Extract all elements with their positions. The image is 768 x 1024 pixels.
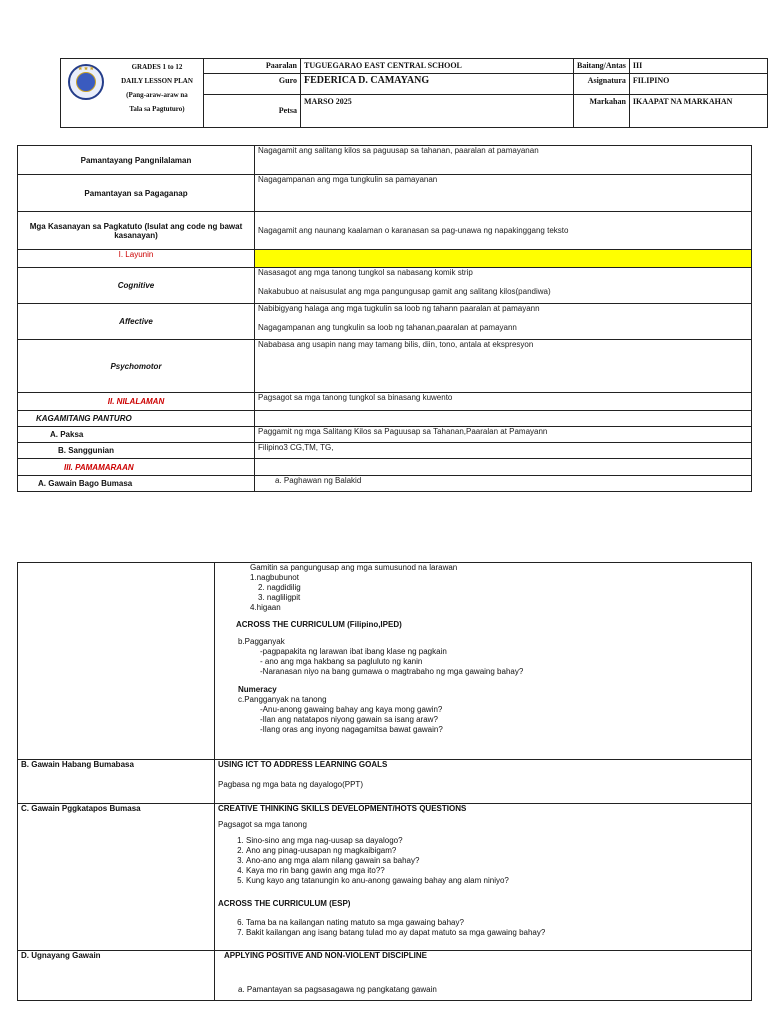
title-line-4: Tala sa Pagtuturo) bbox=[129, 105, 185, 113]
discipline-item: a. Pamantayan sa pagsasagawa ng pangkatang gawain bbox=[238, 985, 437, 994]
sanggunian-label: B. Sanggunian bbox=[18, 443, 255, 459]
paaralan-value: TUGUEGARAO EAST CENTRAL SCHOOL bbox=[301, 59, 574, 74]
discipline-heading: APPLYING POSITIVE AND NON-VIOLENT DISCIPLINE bbox=[224, 951, 427, 960]
asignatura-value: FILIPINO bbox=[629, 74, 767, 94]
markahan-value: IKAAPAT NA MARKAHAN bbox=[629, 94, 767, 127]
sanggunian-value: Filipino3 CG,TM, TG, bbox=[255, 443, 752, 459]
guro-value: FEDERICA D. CAMAYANG bbox=[301, 74, 574, 94]
gamitin-instruction: Gamitin sa pangungusap ang mga sumusunod na larawan bbox=[250, 563, 458, 572]
hots-question: 5. Kung kayo ang tatanungin ko anu-anong gawaing bahay ang alam niniyo? bbox=[246, 876, 751, 886]
cognitive-objective-2: Nakabubuo at naisusulat ang mga pangungusap gamit ang salitang kilos(pandiwa) bbox=[258, 287, 551, 296]
numeracy-heading: Numeracy bbox=[238, 685, 277, 694]
paaralan-label: Paaralan bbox=[204, 59, 301, 74]
hots-question: 4. Kaya mo rin bang gawin ang mga ito?? bbox=[246, 866, 751, 876]
gawain-b-value bbox=[215, 760, 752, 804]
affective-objective-1: Nabibigyang halaga ang mga tugkulin sa loob ng tahann paaralan at pamayann bbox=[258, 304, 540, 313]
psychomotor-value: Nababasa ang usapin nang may tamang bilis, diin, tono, antala at ekspresyon bbox=[255, 340, 752, 393]
pangnilalaman-label: Pamantayang Pangnilalaman bbox=[18, 146, 255, 175]
paksa-value: Paggamit ng mga Salitang Kilos sa Paguusap sa Tahanan,Paaralan at Pamayann bbox=[255, 427, 752, 443]
plan-title bbox=[111, 59, 204, 128]
nilalaman-value: Pagsagot sa mga tanong tungkol sa binasang kuwento bbox=[255, 393, 752, 411]
pangganyak-item-2: -Ilan ang natatapos niyong gawain sa isang araw? bbox=[260, 715, 438, 724]
pangnilalaman-value: Nagagamit ang salitang kilos sa paguusap sa tahanan, paaralan at pamayanan bbox=[255, 146, 752, 175]
gawain-a-label: A. Gawain Bago Bumasa bbox=[18, 476, 255, 492]
pagganyak-heading: b.Pagganyak bbox=[238, 637, 285, 646]
petsa-label: Petsa bbox=[204, 94, 301, 127]
baitang-label: Baitang/Antas bbox=[574, 59, 630, 74]
gawain-d-label: D. Ugnayang Gawain bbox=[18, 951, 215, 1001]
pangganyak-item-1: -Anu-anong gawaing bahay ang kaya mong gawin? bbox=[260, 705, 443, 714]
hots-question: 2. Ano ang pinag-uusapan ng magkaibigam? bbox=[246, 846, 751, 856]
nilalaman-label: II. NILALAMAN bbox=[18, 393, 255, 411]
pagganyak-item-2: - ano ang mga hakbang sa pagluluto ng kanin bbox=[260, 657, 423, 666]
markahan-label: Markahan bbox=[574, 94, 630, 127]
gawain-d-value bbox=[215, 951, 752, 1001]
guro-label: Guro bbox=[204, 74, 301, 94]
deped-seal-icon: ★ ★ ★ bbox=[68, 64, 104, 100]
affective-objective-2: Nagagampanan ang tungkulin sa loob ng tahanan,paaralan at pamayann bbox=[258, 323, 517, 332]
pangganyak-heading: c.Pangganyak na tanong bbox=[238, 695, 327, 704]
esp-question-list bbox=[218, 918, 751, 938]
hots-question: 3. Ano-ano ang mga alam nilang gawain sa bahay? bbox=[246, 856, 751, 866]
title-line-2: DAILY LESSON PLAN bbox=[121, 77, 193, 85]
kagamitan-label: KAGAMITANG PANTURO bbox=[18, 411, 255, 427]
cognitive-objective-1: Nasasagot ang mga tanong tungkol sa nabasang komik strip bbox=[258, 268, 473, 277]
layunin-label: I. Layunin bbox=[18, 250, 255, 268]
kasanayan-label: Mga Kasanayan sa Pagkatuto (Isulat ang code ng bawat kasanayan) bbox=[18, 212, 255, 250]
word-3: 3. nagliligpit bbox=[258, 593, 301, 602]
word-4: 4.higaan bbox=[250, 603, 281, 612]
hots-instruction: Pagsagot sa mga tanong bbox=[218, 820, 307, 829]
pangganyak-item-3: -Ilang oras ang inyong nagagamitsa bawat gawain? bbox=[260, 725, 443, 734]
logo-cell bbox=[61, 59, 112, 128]
pagganyak-item-1: -pagpapakita ng larawan ibat ibang klase ng pagkain bbox=[260, 647, 447, 656]
kagamitan-value bbox=[255, 411, 752, 427]
pagganap-label: Pamantayan sa Pagaganap bbox=[18, 175, 255, 212]
across-curriculum-filipino: ACROSS THE CURRICULUM (Filipino,IPED) bbox=[236, 620, 402, 629]
pamamaraan-label: III. PAMAMARAAN bbox=[18, 459, 255, 476]
pagganyak-item-3: -Naranasan niyo na bang gumawa o magtrabaho ng mga gawaing bahay? bbox=[260, 667, 524, 676]
esp-question: 6. Tama ba na kailangan nating matuto sa mga gawaing bahay? bbox=[246, 918, 751, 928]
cognitive-label: Cognitive bbox=[18, 268, 255, 304]
procedure-table bbox=[17, 562, 752, 1001]
word-2: 2. nagdidilig bbox=[258, 583, 301, 592]
asignatura-label: Asignatura bbox=[574, 74, 630, 94]
layunin-highlight bbox=[255, 250, 752, 268]
pagganap-value: Nagagampanan ang mga tungkulin sa pamayanan bbox=[255, 175, 752, 212]
word-1: 1.nagbubunot bbox=[250, 573, 299, 582]
objectives-table bbox=[17, 145, 752, 492]
petsa-value: MARSO 2025 bbox=[301, 94, 574, 127]
baitang-value: III bbox=[629, 59, 767, 74]
esp-question: 7. Bakit kailangan ang isang batang tulad mo ay dapat matuto sa mga gawaing bahay? bbox=[246, 928, 751, 938]
gawain-a-continued bbox=[215, 563, 752, 760]
kasanayan-value: Nagagamit ang naunang kaalaman o karanasan sa pag-unawa ng napakinggang teksto bbox=[255, 212, 752, 250]
cognitive-value bbox=[255, 268, 752, 304]
lesson-plan-header bbox=[60, 58, 768, 128]
title-line-3: (Pang-araw-araw na bbox=[126, 91, 188, 99]
title-line-1: GRADES 1 to 12 bbox=[131, 63, 183, 71]
gawain-a-value: a. Paghawan ng Balakid bbox=[255, 476, 752, 492]
ict-heading: USING ICT TO ADDRESS LEARNING GOALS bbox=[218, 760, 388, 769]
hots-question-list bbox=[218, 836, 751, 886]
affective-label: Affective bbox=[18, 304, 255, 340]
hots-question: 1. Sino-sino ang mga nag-uusap sa dayalogo? bbox=[246, 836, 751, 846]
paksa-label: A. Paksa bbox=[18, 427, 255, 443]
hots-heading: CREATIVE THINKING SKILLS DEVELOPMENT/HOTS QUESTIONS bbox=[218, 804, 467, 813]
affective-value bbox=[255, 304, 752, 340]
psychomotor-label: Psychomotor bbox=[18, 340, 255, 393]
gawain-b-label: B. Gawain Habang Bumabasa bbox=[18, 760, 215, 804]
pamamaraan-value bbox=[255, 459, 752, 476]
gawain-c-value bbox=[215, 804, 752, 951]
gawain-a-continued-label bbox=[18, 563, 215, 760]
gawain-c-label: C. Gawain Pggkatapos Bumasa bbox=[18, 804, 215, 951]
ict-text: Pagbasa ng mga bata ng dayalogo(PPT) bbox=[218, 780, 363, 789]
across-curriculum-esp: ACROSS THE CURRICULUM (ESP) bbox=[218, 899, 351, 908]
